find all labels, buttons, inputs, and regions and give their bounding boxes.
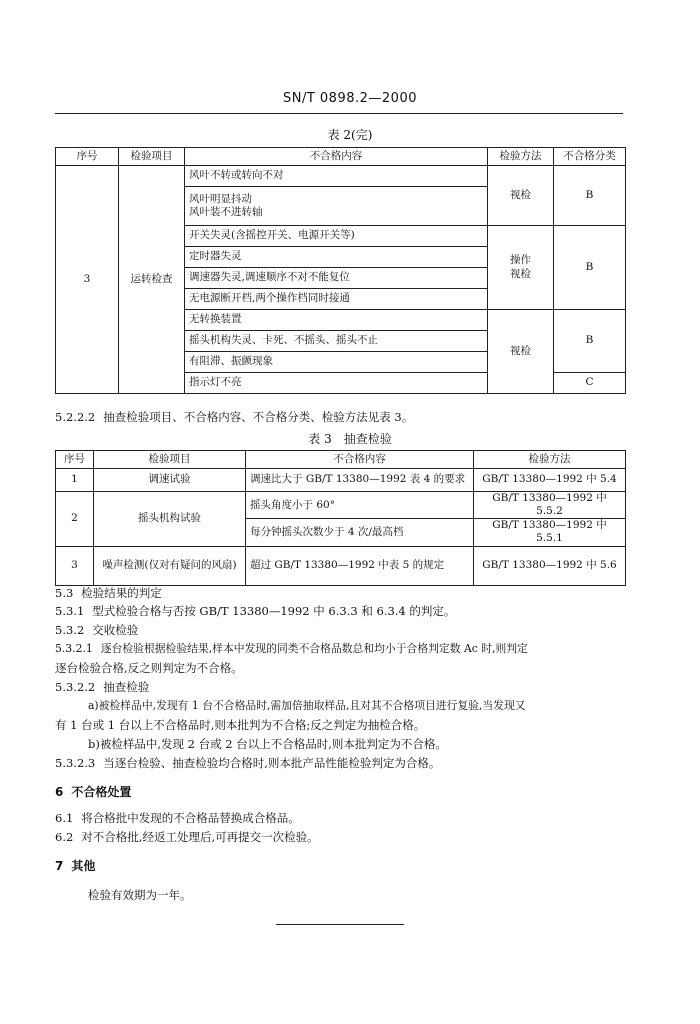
section-text: 抽查检验项目、不合格内容、不合格分类、检验方法见表 3。 [103, 410, 414, 424]
table2-method: 操作 视检 [488, 226, 554, 310]
table2-seq: 3 [56, 166, 119, 394]
section-number: 6.2 [55, 830, 74, 844]
section-number: 5.3.2 [55, 623, 85, 637]
section-number: 6.1 [55, 811, 74, 825]
table3-col-seq: 序号 [56, 451, 94, 469]
table3-method: GB/T 13380—1992 中 5.5.1 [474, 519, 626, 546]
table3-method: GB/T 13380—1992 中 5.5.2 [474, 492, 626, 519]
table3-caption: 表 3 抽查检验 [308, 432, 392, 446]
section-text: 检验结果的判定 [81, 586, 162, 600]
table2-col-seq: 序号 [56, 148, 119, 166]
table3-col-item: 检验项目 [94, 451, 246, 469]
table3 [55, 450, 626, 586]
section-number: 5.3.1 [55, 604, 85, 618]
table3-item: 摇头机构试验 [94, 492, 246, 547]
section-text: 逐台检验合格,反之则判定为不合格。 [55, 661, 243, 675]
table3-col-content: 不合格内容 [246, 451, 474, 469]
section-number: 5.3.2.3 [55, 756, 96, 770]
end-rule [276, 924, 404, 925]
table2-col-method: 检验方法 [488, 148, 554, 166]
table2-content: 风叶不转或转向不对 [185, 166, 488, 187]
section-text: 其他 [71, 859, 96, 873]
section-text: 型式检验合格与否按 GB/T 13380—1992 中 6.3.3 和 6.3.4 的判定。 [92, 604, 456, 618]
table3-header-row [56, 451, 626, 469]
header-rule [55, 113, 623, 114]
section-text: 当逐台检验、抽查检验均合格时,则本批产品性能检验判定为合格。 [103, 756, 441, 770]
table3-seq: 3 [56, 546, 94, 585]
table2-content: 摇头机构失灵、卡死、不摇头、摇头不止 [185, 331, 488, 352]
table-row [56, 492, 626, 519]
section-6-title [55, 785, 131, 801]
section-text: 将合格批中发现的不合格品替换成合格品。 [81, 811, 300, 825]
table2-content: 无转换装置 [185, 310, 488, 331]
table2-col-item: 检验项目 [119, 148, 185, 166]
section-number: 5.3 [55, 586, 74, 600]
section-5-3 [55, 586, 162, 601]
table3-content: 调速比大于 GB/T 13380—1992 表 4 的要求 [246, 469, 474, 492]
table2-col-content: 不合格内容 [185, 148, 488, 166]
table3-content: 摇头角度小于 60° [246, 492, 474, 519]
section-5-3-2-1 [55, 642, 528, 656]
table2-content: 指示灯不亮 [185, 373, 488, 394]
table3-seq: 1 [56, 469, 94, 492]
page-header: SN/T 0898.2—2000 [282, 91, 417, 106]
table2-class: C [554, 373, 626, 394]
section-text: a)被检样品中,发现有 1 台不合格品时,需加倍抽取样品,且对其不合格项目进行复验,当发现又 [88, 699, 526, 712]
table2-content: 风叶明显抖动 风叶装不进转轴 [185, 187, 488, 226]
section-number: 5.3.2.1 [55, 642, 93, 655]
table2 [55, 147, 626, 394]
item-b [88, 737, 447, 752]
table2-content: 开关失灵(含摇控开关、电源开关等) [185, 226, 488, 247]
section-text: 对不合格批,经返工处理后,可再提交一次检验。 [81, 830, 319, 844]
table2-class: B [554, 166, 626, 226]
section-5-3-2-1-cont [55, 661, 243, 676]
table3-method: GB/T 13380—1992 中 5.4 [474, 469, 626, 492]
table3-seq: 2 [56, 492, 94, 547]
table2-class: B [554, 226, 626, 310]
section-number: 5.2.2.2 [55, 410, 96, 424]
section-number: 5.3.2.2 [55, 680, 96, 694]
table3-col-method: 检验方法 [474, 451, 626, 469]
table3-item: 噪声检测(仅对有疑问的风扇) [94, 546, 246, 585]
table3-content: 每分钟摇头次数少于 4 次/最高档 [246, 519, 474, 546]
section-6-1 [55, 811, 300, 826]
section-text: 逐台检验根据检验结果,样本中发现的同类不合格品数总和均小于合格判定数 Ac 时,则判定 [100, 642, 528, 655]
item-a [88, 699, 526, 713]
table3-method: GB/T 13380—1992 中 5.6 [474, 546, 626, 585]
table2-content: 有阻滞、振颤现象 [185, 352, 488, 373]
section-6-2 [55, 830, 319, 845]
section-text: b)被检样品中,发现 2 台或 2 台以上不合格品时,则本批判定为不合格。 [88, 737, 447, 751]
table2-class: B [554, 310, 626, 373]
section-5-3-2-2 [55, 680, 149, 695]
section-text: 有 1 台或 1 台以上不合格品时,则本批判为不合格;反之判定为抽检合格。 [55, 718, 426, 732]
table-row [56, 166, 626, 187]
table-row [56, 469, 626, 492]
table2-content: 定时器失灵 [185, 247, 488, 268]
table2-header-row [56, 148, 626, 166]
table3-content: 超过 GB/T 13380—1992 中表 5 的规定 [246, 546, 474, 585]
table2-content: 调速器失灵,调速顺序不对不能复位 [185, 268, 488, 289]
table3-item: 调速试验 [94, 469, 246, 492]
table2-method: 视检 [488, 310, 554, 394]
section-number: 6 [55, 785, 64, 799]
table2-col-class: 不合格分类 [554, 148, 626, 166]
section-5-3-2 [55, 623, 138, 638]
section-7-body: 检验有效期为一年。 [88, 888, 192, 902]
item-a-cont [55, 718, 425, 733]
table-row [56, 546, 626, 585]
table2-content: 无电源断开档,两个操作档同时接通 [185, 289, 488, 310]
section-5-3-2-3 [55, 756, 440, 771]
section-text: 交收检验 [92, 623, 139, 637]
table2-caption: 表 2(完) [327, 128, 373, 142]
section-number: 7 [55, 859, 64, 873]
section-7-title [55, 859, 95, 875]
table2-item: 运转检查 [119, 166, 185, 394]
sec-5-2-2-2 [55, 410, 413, 425]
section-text: 不合格处置 [71, 785, 132, 799]
section-text: 抽查检验 [103, 680, 150, 694]
table2-method: 视检 [488, 166, 554, 226]
section-5-3-1 [55, 604, 455, 619]
